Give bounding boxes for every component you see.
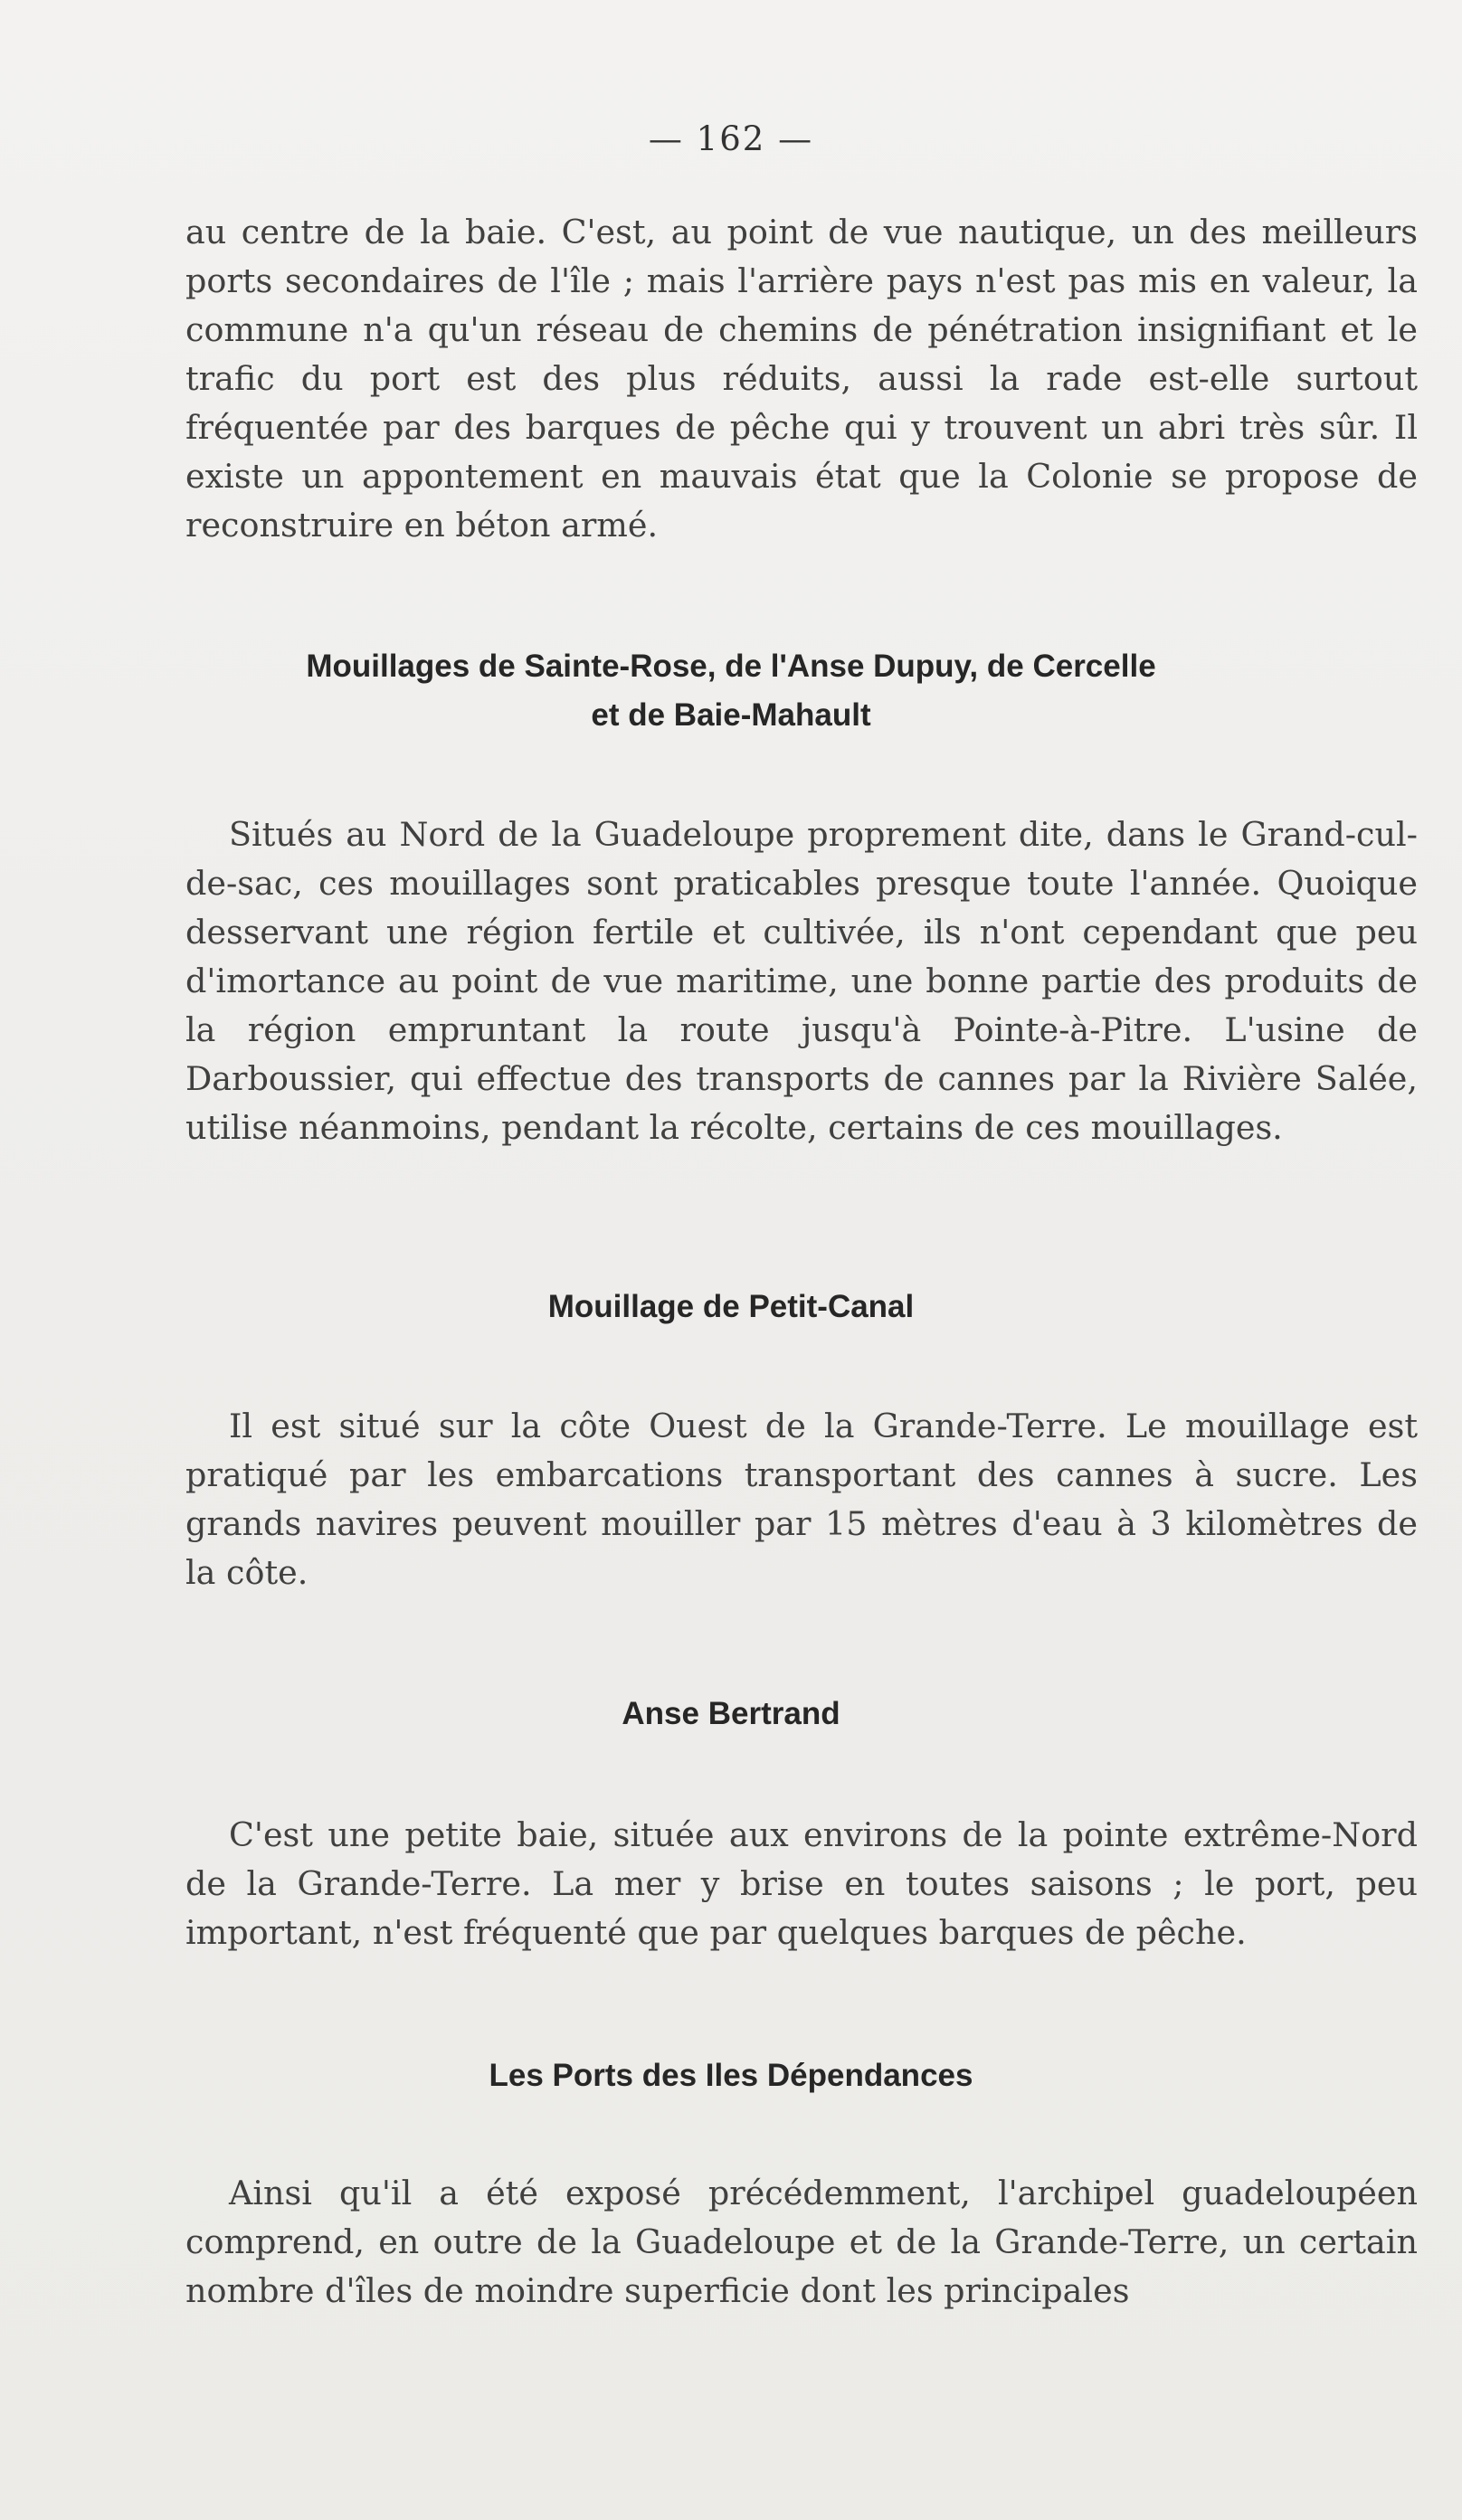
section-heading-anse-bertrand: Anse Bertrand bbox=[622, 1696, 840, 1731]
paragraph-petit-canal: Il est situé sur la côte Ouest de la Grande-Terre. Le mouillage est pratiqué par les embarcations transportant des cannes à sucre. Les grands navires peuvent mouiller par 15 mètres d'eau à 3 kilomètres de la côte. bbox=[185, 1407, 1418, 1592]
paragraph-sainte-rose: Situés au Nord de la Guadeloupe proprement dite, dans le Grand-cul-de-sac, ces mouillages sont praticables presque toute l'année. Quoique desservant une région fertile et cultivée, ils n'ont cependant que peu d'imortance au point de vue maritime, une bonne partie des produits de la région empruntant la route jusqu'à Pointe-à-Pitre. L'usine de Darboussier, qui effectue des transports de cannes par la Rivière Salée, utilise néanmoins, pendant la récolte, certains de ces mouillages. bbox=[185, 815, 1418, 1147]
section-heading-iles-dependances: Les Ports des Iles Dépendances bbox=[489, 2058, 973, 2093]
section-heading-line: et de Baie-Mahault bbox=[591, 697, 871, 733]
section-heading-sainte-rose bbox=[0, 642, 1462, 740]
section-heading-line: Mouillages de Sainte-Rose, de l'Anse Dupuy, de Cercelle bbox=[306, 649, 1156, 684]
page-number: — 162 — bbox=[648, 119, 814, 158]
paragraph-iles-dependances: Ainsi qu'il a été exposé précédemment, l'archipel guadeloupéen comprend, en outre de la Guadeloupe et de la Grande-Terre, un certain nombre d'îles de moindre superficie dont les principales bbox=[185, 2174, 1418, 2310]
paragraph-continuation: au centre de la baie. C'est, au point de vue nautique, un des meilleurs ports secondaires de l'île ; mais l'arrière pays n'est pas mis en valeur, la commune n'a qu'un réseau de chemins de pénétration insignifiant et le trafic du port est des plus réduits, aussi la rade est-elle surtout fréquentée par des barques de pêche qui y trouvent un abri très sûr. Il existe un appontement en mauvais état que la Colonie se propose de reconstruire en béton armé. bbox=[185, 213, 1418, 545]
section-heading-petit-canal: Mouillage de Petit-Canal bbox=[547, 1289, 915, 1324]
paragraph-anse-bertrand: C'est une petite baie, située aux environs de la pointe extrême-Nord de la Grande-Terre. La mer y brise en toutes saisons ; le port, peu important, n'est fréquenté que par quelques barques de pêche. bbox=[185, 1815, 1418, 1952]
